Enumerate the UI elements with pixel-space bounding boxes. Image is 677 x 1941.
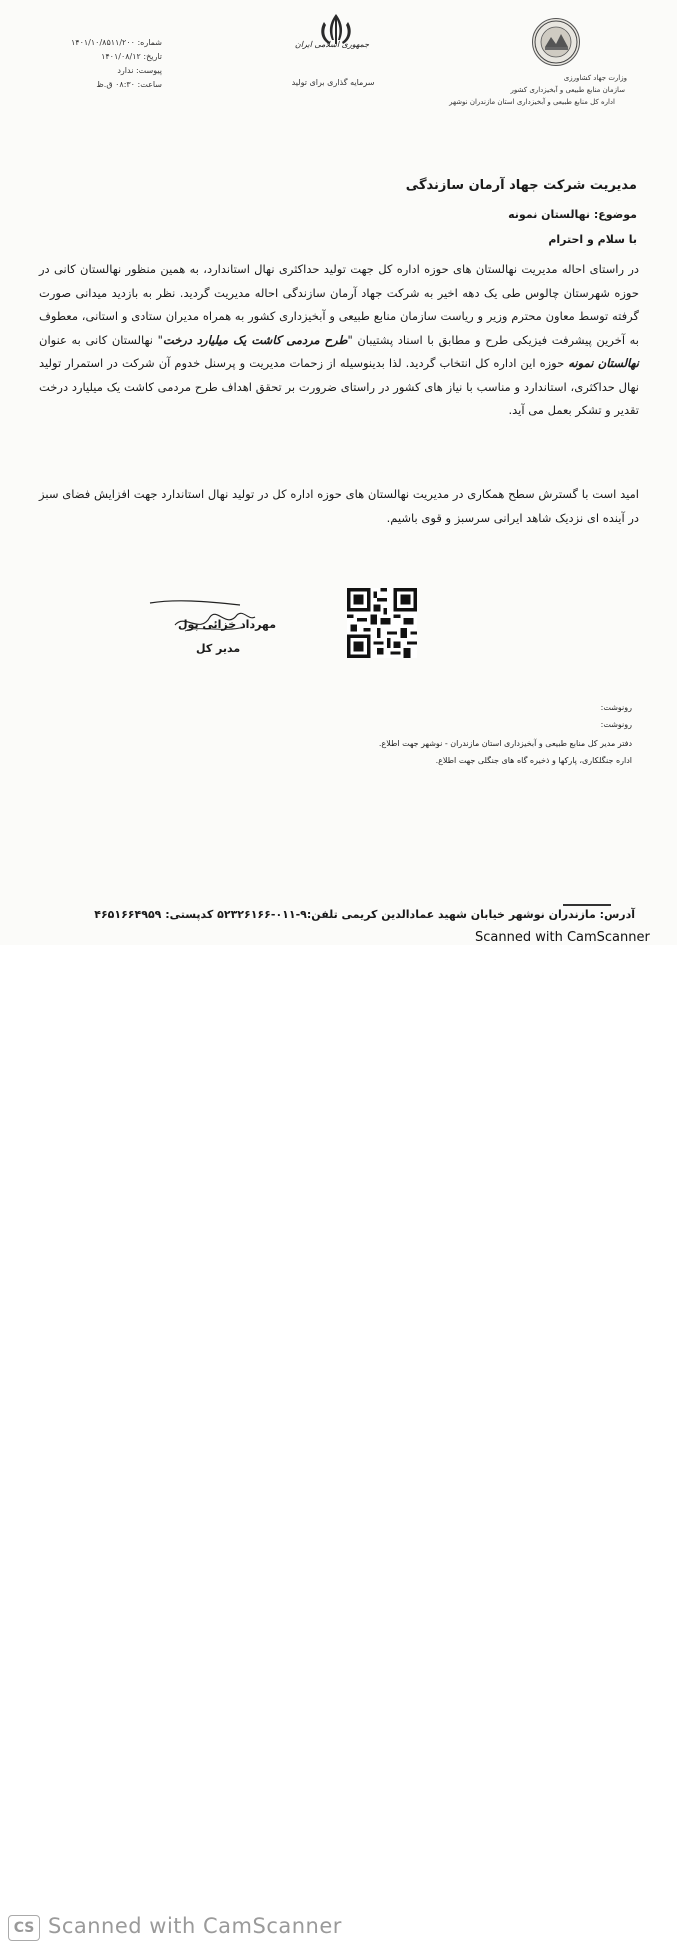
body-paragraph-1 <box>39 258 639 423</box>
recipient: مدیریت شرکت جهاد آرمان سازندگی <box>405 178 637 193</box>
iran-emblem-icon <box>313 10 359 56</box>
letter-time: ساعت: ۰۸:۳۰ ق.ظ <box>96 80 162 89</box>
signer-title: مدیر کل <box>196 642 241 655</box>
year-slogan: سرمایه گذاری برای تولید <box>291 78 375 87</box>
camscanner-caption: Scanned with CamScanner <box>475 930 650 945</box>
subject-line: موضوع: نهالستان نمونه <box>508 208 637 221</box>
letter-meta <box>72 36 162 92</box>
address-rule <box>563 904 611 906</box>
camscanner-watermark: Scanned with CamScanner <box>48 1914 342 1938</box>
republic-title: جمهوری اسلامی ایران <box>294 40 370 49</box>
para1-part-a: در راستای احاله مدیریت نهالستان های حوزه اداره کل جهت تولید حداکثری نهال استاندارد، به همین منظور نهالستان کانی در حوزه شهرستان چالوس طی یک دهه اخیر به شرکت جهاد آرمان سازندگی احاله مدیریت گردید. نظر به بازدید میدانی صورت گرفته توسط معاون محترم وزیر و ریاست سازمان منابع طبیعی و آبخیزداری کشور به همراه مدیران ستادی و استانی، معطوف به آخرین پیشرفت فیزیکی طرح و مطابق با اسناد پشتیبان " <box>39 262 639 347</box>
model-nursery-title: نهالستان نمونه <box>568 356 639 370</box>
campaign-name: طرح مردمی کاشت یک میلیارد درخت <box>162 332 348 347</box>
ministry-name: وزارت جهاد کشاورزی <box>563 74 627 82</box>
address-line: آدرس: مازندران نوشهر خیابان شهید عمادالدین کریمی تلفن:۹-۰۱۱-۵۲۳۲۶۱۶۶ کدپستی: ۴۶۵۱۶۶۴۹۵۹ <box>94 908 635 921</box>
signer-name: مهرداد خزائی پول <box>178 618 277 631</box>
greeting: با سلام و احترام <box>548 233 637 246</box>
body-paragraph-2: امید است با گسترش سطح همکاری در مدیریت نهالستان های حوزه اداره کل در تولید نهال استاندارد جهت افزایش فضای سبز در آینده ای نزدیک شاهد ایرانی سرسبز و قوی باشیم. <box>39 487 639 525</box>
ministry-block <box>307 72 627 108</box>
letter-page <box>0 0 677 945</box>
cc-recipient-1: دفتر مدیر کل منابع طبیعی و آبخیزداری استان مازندران - نوشهر جهت اطلاع. <box>378 739 632 748</box>
watermark-bar <box>0 952 677 1938</box>
cc-label-1: رونوشت: <box>600 703 632 712</box>
cc-label-2: رونوشت: <box>600 720 632 729</box>
qr-code-icon <box>347 588 417 658</box>
cc-recipient-2: اداره جنگلکاری، پارکها و ذخیره گاه های جنگلی جهت اطلاع. <box>435 756 632 765</box>
organization-logo-icon <box>532 18 580 66</box>
organization-name: سازمان منابع طبیعی و آبخیزداری کشور <box>510 86 625 94</box>
letter-date: تاریخ: ۱۴۰۱/۰۸/۱۲ <box>101 52 162 61</box>
para1-part-e: حوزه این اداره کل انتخاب گردید. لذا بدینوسیله از زحمات مدیریت و پرسنل خدوم آن شرکت در استمرار تولید نهال حداکثری، استاندارد و مناسب با نیاز های کشور در راستای ضرورت بر تحقق اهداف طرح مردمی کاشت یک میلیارد درخت تقدیر و تشکر بعمل می آید. <box>39 356 639 417</box>
para1-part-c: " نهالستان کانی به عنوان <box>39 332 163 347</box>
camscanner-logo-icon: CS <box>8 1915 40 1941</box>
letter-attachment: پیوست: ندارد <box>117 66 162 75</box>
letter-number: شماره: ۱۴۰۱/۱۰/۸۵۱۱/۲۰۰ <box>70 38 162 47</box>
department-name: اداره کل منابع طبیعی و آبخیزداری استان مازندران نوشهر <box>449 98 615 106</box>
